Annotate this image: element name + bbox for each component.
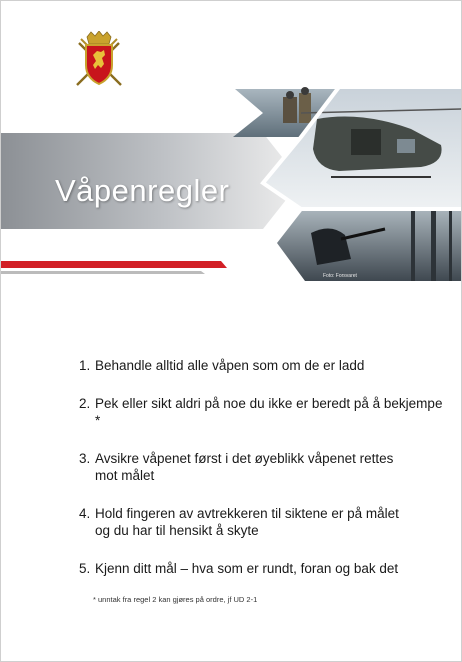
footnote: * unntak fra regel 2 kan gjøres på ordre, jf UD 2-1 [93,595,258,604]
rule-number: 5. [79,561,91,576]
army-crest-icon [71,31,127,91]
rule-item [79,395,449,429]
rule-text: Avsikre våpenet først i det øyeblikk våpenet rettes mot målet [95,451,394,483]
rule-text: Hold fingeren av avtrekkeren til siktene er på målet og du har til hensikt å skyte [95,506,399,538]
rule-text: Kjenn ditt mål – hva som er rundt, foran og bak det [95,561,399,576]
rule-number: 2. [79,396,91,411]
rule-item [79,505,449,539]
rule-number: 4. [79,506,91,521]
rule-item [79,560,449,577]
rules-list [79,357,449,577]
page-title: Våpenregler [55,173,230,208]
rule-text: Behandle alltid alle våpen som om de er ladd [95,358,365,373]
rule-item [79,357,449,374]
rule-text: Pek eller sikt aldri på noe du ikke er beredt på å bekjempe * [95,396,443,428]
photo-credit: Foto: Forsvaret [323,273,357,279]
rule-item [79,450,449,484]
rule-number: 3. [79,451,91,466]
rule-number: 1. [79,358,91,373]
